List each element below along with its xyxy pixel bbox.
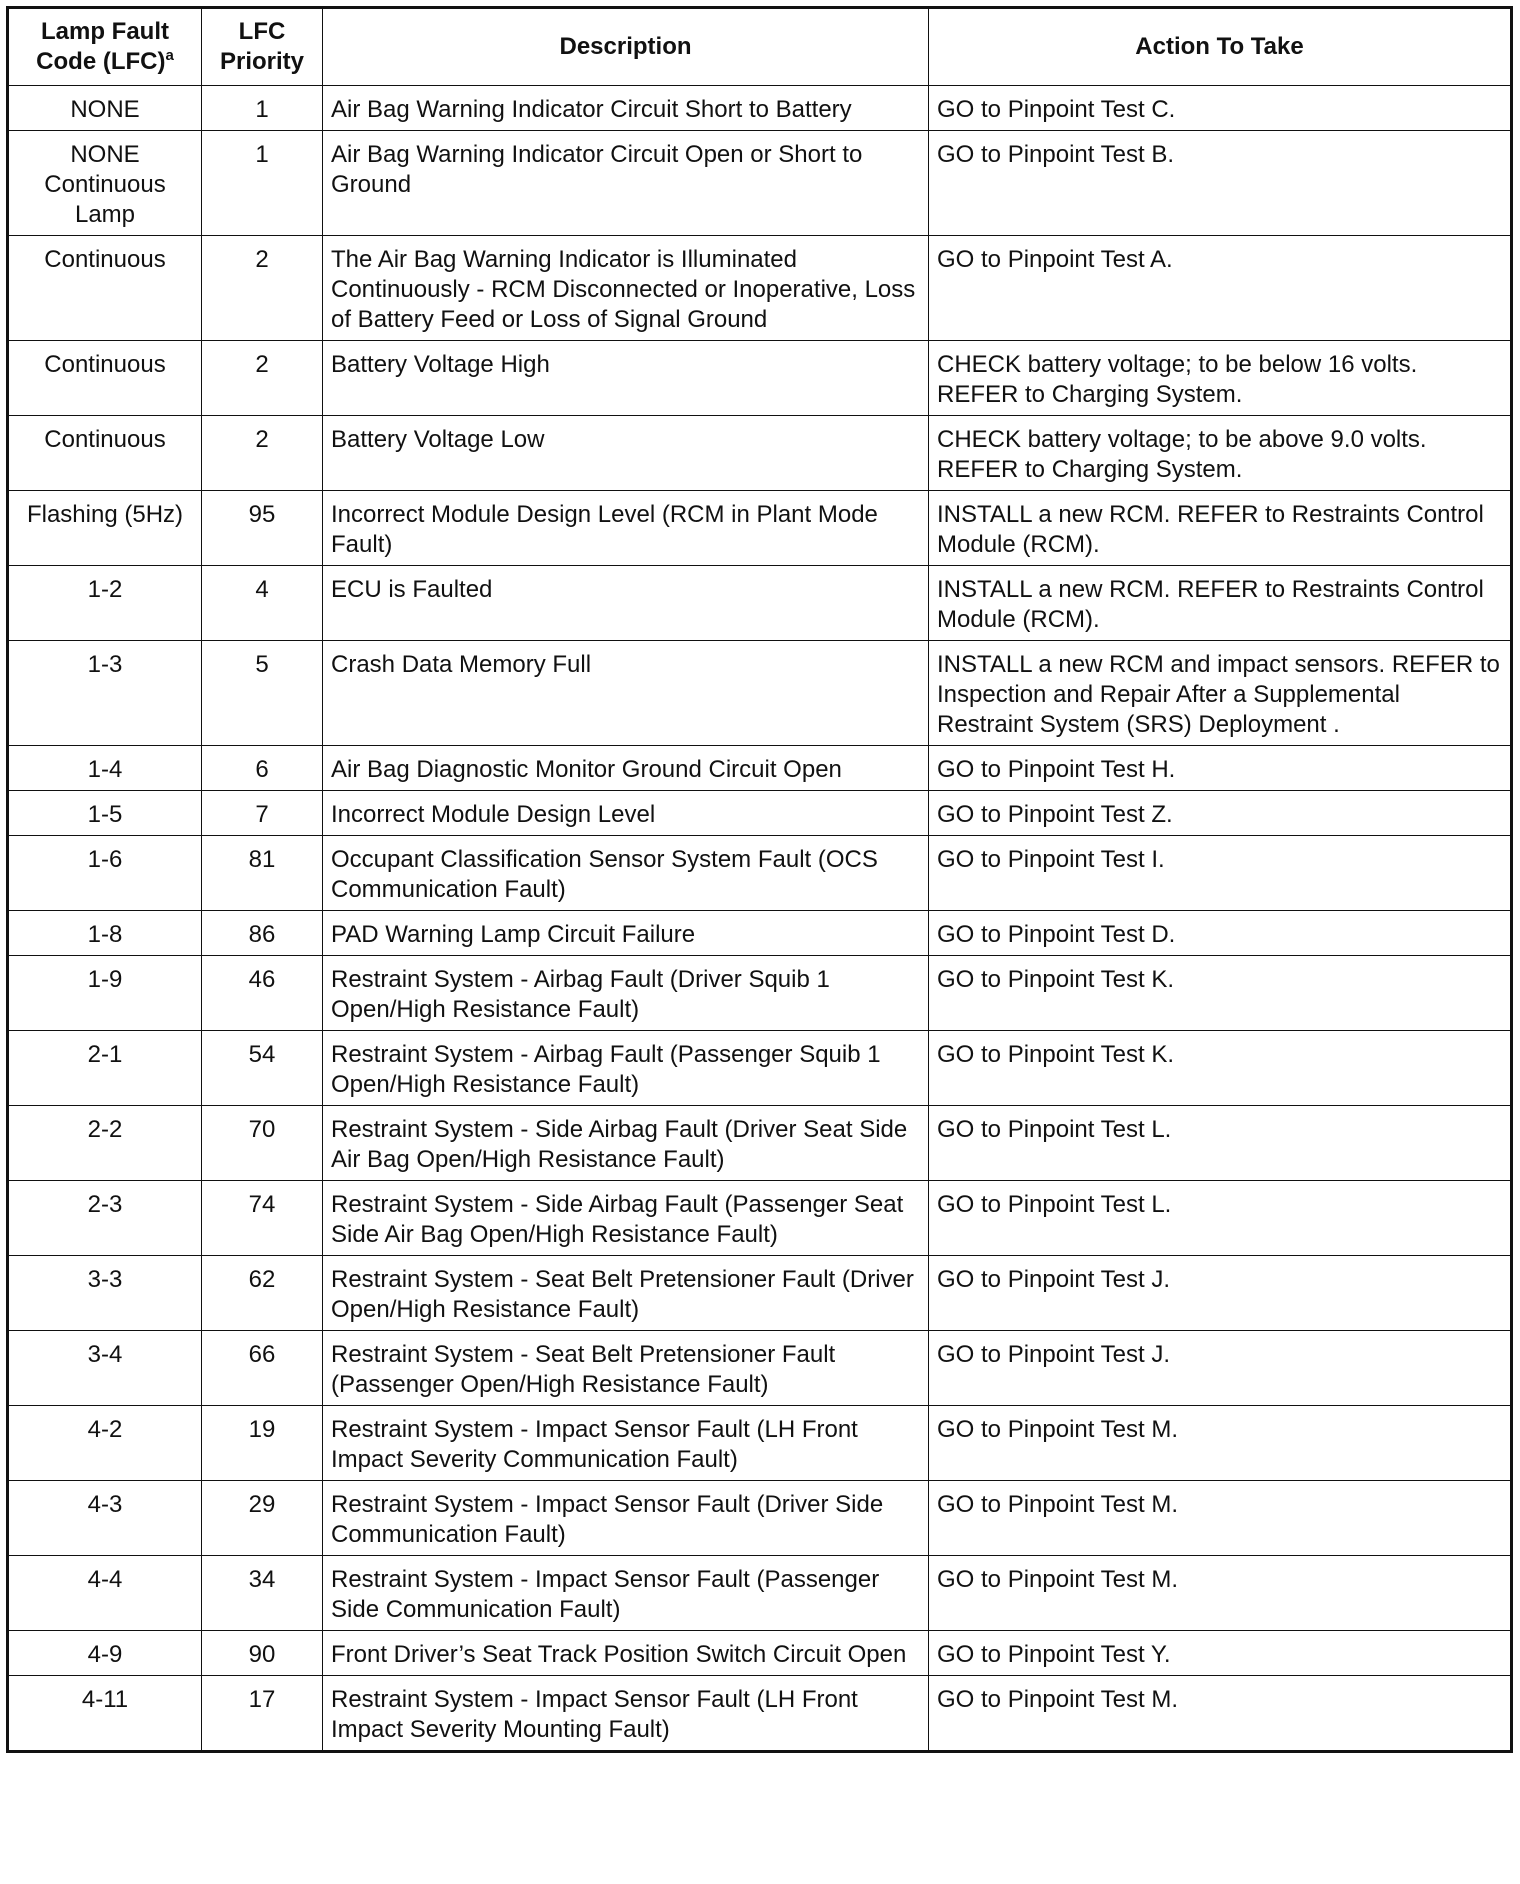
header-code-line1: Lamp Fault bbox=[40, 18, 169, 45]
cell-lamp-fault-code: 4-11 bbox=[8, 1676, 202, 1752]
cell-lfc-priority: 2 bbox=[202, 416, 323, 491]
cell-lamp-fault-code: 1-6 bbox=[8, 836, 202, 911]
table-row bbox=[8, 1106, 1512, 1181]
cell-lamp-fault-code: 4-4 bbox=[8, 1556, 202, 1631]
cell-action-to-take: CHECK battery voltage; to be above 9.0 volts. REFER to Charging System. bbox=[929, 416, 1512, 491]
cell-description: Battery Voltage Low bbox=[323, 416, 929, 491]
header-code-footnote-mark: a bbox=[165, 47, 174, 64]
cell-description: Restraint System - Airbag Fault (Passenger Squib 1 Open/High Resistance Fault) bbox=[323, 1031, 929, 1106]
cell-action-to-take: GO to Pinpoint Test Y. bbox=[929, 1631, 1512, 1676]
cell-action-to-take: GO to Pinpoint Test A. bbox=[929, 236, 1512, 341]
table-row bbox=[8, 86, 1512, 131]
cell-action-to-take: GO to Pinpoint Test M. bbox=[929, 1556, 1512, 1631]
cell-lamp-fault-code: 4-2 bbox=[8, 1406, 202, 1481]
cell-description: Air Bag Warning Indicator Circuit Short to Battery bbox=[323, 86, 929, 131]
table-row bbox=[8, 416, 1512, 491]
header-lfc-priority bbox=[202, 8, 323, 86]
cell-description: ECU is Faulted bbox=[323, 566, 929, 641]
cell-lamp-fault-code: Continuous bbox=[8, 236, 202, 341]
table-row bbox=[8, 1676, 1512, 1752]
cell-lfc-priority: 70 bbox=[202, 1106, 323, 1181]
cell-lamp-fault-code: NONE Continuous Lamp bbox=[8, 131, 202, 236]
table-row bbox=[8, 956, 1512, 1031]
table-body bbox=[8, 86, 1512, 1752]
cell-action-to-take: INSTALL a new RCM. REFER to Restraints Control Module (RCM). bbox=[929, 566, 1512, 641]
cell-lamp-fault-code: NONE bbox=[8, 86, 202, 131]
table-row bbox=[8, 566, 1512, 641]
cell-description: Air Bag Diagnostic Monitor Ground Circuit Open bbox=[323, 746, 929, 791]
table-header-row bbox=[8, 8, 1512, 86]
cell-description: Restraint System - Impact Sensor Fault (Driver Side Communication Fault) bbox=[323, 1481, 929, 1556]
cell-description: PAD Warning Lamp Circuit Failure bbox=[323, 911, 929, 956]
cell-lfc-priority: 54 bbox=[202, 1031, 323, 1106]
cell-lfc-priority: 1 bbox=[202, 131, 323, 236]
cell-lfc-priority: 7 bbox=[202, 791, 323, 836]
cell-lfc-priority: 86 bbox=[202, 911, 323, 956]
cell-lfc-priority: 46 bbox=[202, 956, 323, 1031]
cell-lfc-priority: 5 bbox=[202, 641, 323, 746]
cell-lamp-fault-code: 1-4 bbox=[8, 746, 202, 791]
cell-description: The Air Bag Warning Indicator is Illuminated Continuously - RCM Disconnected or Inoperative, Loss of Battery Feed or Loss of Signal Ground bbox=[323, 236, 929, 341]
cell-action-to-take: GO to Pinpoint Test D. bbox=[929, 911, 1512, 956]
header-action-to-take: Action To Take bbox=[929, 8, 1512, 86]
table-row bbox=[8, 1631, 1512, 1676]
lamp-fault-code-table bbox=[6, 6, 1513, 1753]
cell-description: Restraint System - Side Airbag Fault (Driver Seat Side Air Bag Open/High Resistance Fault) bbox=[323, 1106, 929, 1181]
cell-action-to-take: GO to Pinpoint Test M. bbox=[929, 1481, 1512, 1556]
header-priority-line2: Priority bbox=[219, 48, 305, 75]
cell-action-to-take: GO to Pinpoint Test B. bbox=[929, 131, 1512, 236]
header-lamp-fault-code bbox=[8, 8, 202, 86]
cell-action-to-take: INSTALL a new RCM and impact sensors. REFER to Inspection and Repair After a Supplemental Restraint System (SRS) Deployment . bbox=[929, 641, 1512, 746]
cell-action-to-take: GO to Pinpoint Test L. bbox=[929, 1106, 1512, 1181]
cell-action-to-take: INSTALL a new RCM. REFER to Restraints Control Module (RCM). bbox=[929, 491, 1512, 566]
cell-lamp-fault-code: 1-8 bbox=[8, 911, 202, 956]
table-row bbox=[8, 641, 1512, 746]
cell-lamp-fault-code: 1-5 bbox=[8, 791, 202, 836]
cell-lfc-priority: 74 bbox=[202, 1181, 323, 1256]
cell-description: Restraint System - Impact Sensor Fault (LH Front Impact Severity Communication Fault) bbox=[323, 1406, 929, 1481]
table-row bbox=[8, 341, 1512, 416]
cell-lfc-priority: 19 bbox=[202, 1406, 323, 1481]
cell-action-to-take: CHECK battery voltage; to be below 16 volts. REFER to Charging System. bbox=[929, 341, 1512, 416]
cell-lfc-priority: 2 bbox=[202, 341, 323, 416]
cell-action-to-take: GO to Pinpoint Test J. bbox=[929, 1331, 1512, 1406]
table-row bbox=[8, 791, 1512, 836]
cell-description: Battery Voltage High bbox=[323, 341, 929, 416]
cell-lfc-priority: 2 bbox=[202, 236, 323, 341]
cell-lamp-fault-code: 3-3 bbox=[8, 1256, 202, 1331]
cell-description: Incorrect Module Design Level (RCM in Plant Mode Fault) bbox=[323, 491, 929, 566]
cell-lfc-priority: 95 bbox=[202, 491, 323, 566]
cell-description: Crash Data Memory Full bbox=[323, 641, 929, 746]
cell-description: Restraint System - Impact Sensor Fault (Passenger Side Communication Fault) bbox=[323, 1556, 929, 1631]
cell-lamp-fault-code: 1-3 bbox=[8, 641, 202, 746]
cell-lfc-priority: 62 bbox=[202, 1256, 323, 1331]
cell-action-to-take: GO to Pinpoint Test J. bbox=[929, 1256, 1512, 1331]
cell-action-to-take: GO to Pinpoint Test H. bbox=[929, 746, 1512, 791]
cell-lamp-fault-code: 3-4 bbox=[8, 1331, 202, 1406]
table-row bbox=[8, 1181, 1512, 1256]
cell-lfc-priority: 66 bbox=[202, 1331, 323, 1406]
table-row bbox=[8, 746, 1512, 791]
cell-lamp-fault-code: 1-9 bbox=[8, 956, 202, 1031]
cell-lfc-priority: 81 bbox=[202, 836, 323, 911]
cell-lamp-fault-code: 1-2 bbox=[8, 566, 202, 641]
cell-lamp-fault-code: 4-9 bbox=[8, 1631, 202, 1676]
cell-description: Front Driver’s Seat Track Position Switch Circuit Open bbox=[323, 1631, 929, 1676]
cell-action-to-take: GO to Pinpoint Test Z. bbox=[929, 791, 1512, 836]
cell-action-to-take: GO to Pinpoint Test K. bbox=[929, 1031, 1512, 1106]
table-row bbox=[8, 1031, 1512, 1106]
table-row bbox=[8, 1256, 1512, 1331]
cell-description: Occupant Classification Sensor System Fault (OCS Communication Fault) bbox=[323, 836, 929, 911]
table-row bbox=[8, 1556, 1512, 1631]
header-description: Description bbox=[323, 8, 929, 86]
table-row bbox=[8, 131, 1512, 236]
cell-lfc-priority: 4 bbox=[202, 566, 323, 641]
cell-lfc-priority: 17 bbox=[202, 1676, 323, 1752]
cell-action-to-take: GO to Pinpoint Test L. bbox=[929, 1181, 1512, 1256]
cell-description: Air Bag Warning Indicator Circuit Open or Short to Ground bbox=[323, 131, 929, 236]
cell-lamp-fault-code: 2-1 bbox=[8, 1031, 202, 1106]
cell-lamp-fault-code: Flashing (5Hz) bbox=[8, 491, 202, 566]
cell-description: Restraint System - Airbag Fault (Driver Squib 1 Open/High Resistance Fault) bbox=[323, 956, 929, 1031]
cell-description: Restraint System - Seat Belt Pretensioner Fault (Passenger Open/High Resistance Fault) bbox=[323, 1331, 929, 1406]
cell-description: Restraint System - Seat Belt Pretensioner Fault (Driver Open/High Resistance Fault) bbox=[323, 1256, 929, 1331]
cell-description: Incorrect Module Design Level bbox=[323, 791, 929, 836]
table-row bbox=[8, 491, 1512, 566]
table-row bbox=[8, 1331, 1512, 1406]
cell-action-to-take: GO to Pinpoint Test K. bbox=[929, 956, 1512, 1031]
cell-lfc-priority: 6 bbox=[202, 746, 323, 791]
table-row bbox=[8, 911, 1512, 956]
header-code-line2: Code (LFC) bbox=[36, 48, 166, 75]
cell-action-to-take: GO to Pinpoint Test I. bbox=[929, 836, 1512, 911]
table-row bbox=[8, 1481, 1512, 1556]
table-row bbox=[8, 1406, 1512, 1481]
cell-lamp-fault-code: 2-3 bbox=[8, 1181, 202, 1256]
cell-lfc-priority: 1 bbox=[202, 86, 323, 131]
cell-action-to-take: GO to Pinpoint Test M. bbox=[929, 1676, 1512, 1752]
cell-description: Restraint System - Impact Sensor Fault (LH Front Impact Severity Mounting Fault) bbox=[323, 1676, 929, 1752]
table-row bbox=[8, 836, 1512, 911]
cell-action-to-take: GO to Pinpoint Test M. bbox=[929, 1406, 1512, 1481]
header-priority-line1: LFC bbox=[238, 18, 286, 45]
cell-lfc-priority: 34 bbox=[202, 1556, 323, 1631]
cell-lfc-priority: 90 bbox=[202, 1631, 323, 1676]
cell-lfc-priority: 29 bbox=[202, 1481, 323, 1556]
cell-action-to-take: GO to Pinpoint Test C. bbox=[929, 86, 1512, 131]
cell-lamp-fault-code: Continuous bbox=[8, 341, 202, 416]
cell-lamp-fault-code: 2-2 bbox=[8, 1106, 202, 1181]
header-code-line2-wrap bbox=[17, 47, 193, 77]
cell-description: Restraint System - Side Airbag Fault (Passenger Seat Side Air Bag Open/High Resistance Fault) bbox=[323, 1181, 929, 1256]
table-row bbox=[8, 236, 1512, 341]
cell-lamp-fault-code: Continuous bbox=[8, 416, 202, 491]
cell-lamp-fault-code: 4-3 bbox=[8, 1481, 202, 1556]
